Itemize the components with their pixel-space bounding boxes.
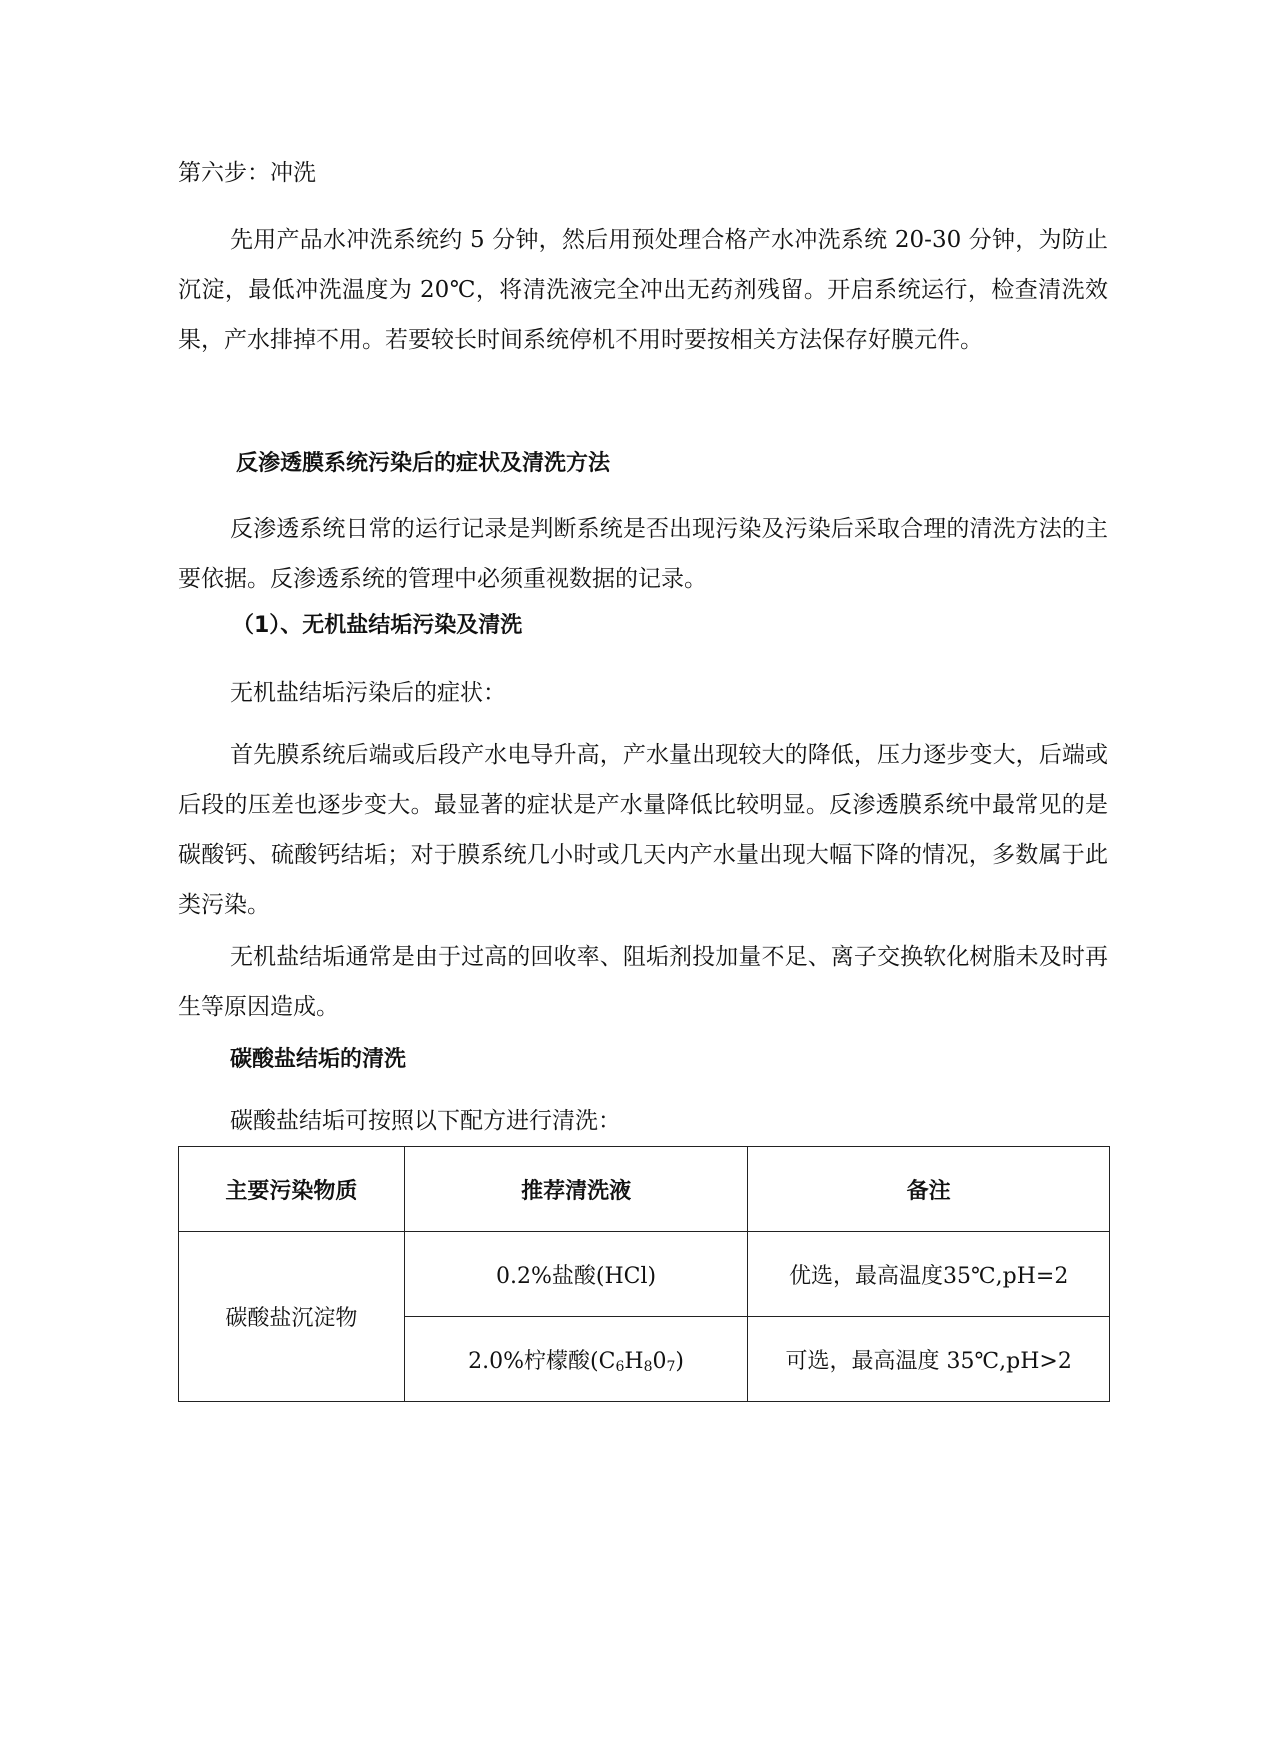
section-heading: 反渗透膜系统污染后的症状及清洗方法: [236, 451, 611, 476]
symptom-label: 无机盐结垢污染后的症状：: [230, 680, 506, 706]
cell-note: 优选，最高温度35℃,pH=2: [748, 1232, 1110, 1317]
paragraph-intro: 反渗透系统日常的运行记录是判断系统是否出现污染及污染后采取合理的清洗方法的主要依据。反渗透系统的管理中必须重视数据的记录。: [178, 516, 1108, 592]
header-note: 备注: [748, 1147, 1110, 1232]
paragraph-symptoms: 首先膜系统后端或后段产水电导升高，产水量出现较大的降低，压力逐步变大，后端或后段的压差也逐步变大。最显著的症状是产水量降低比较明显。反渗透膜系统中最常见的是碳酸钙、硫酸钙结垢；对于膜系统几小时或几天内产水量出现大幅下降的情况，多数属于此类污染。: [178, 742, 1108, 918]
step-title: 第六步：冲洗: [178, 160, 316, 186]
subsection-heading: （1）、无机盐结垢污染及清洗: [232, 613, 523, 638]
paragraph-cause: 无机盐结垢通常是由于过高的回收率、阻垢剂投加量不足、离子交换软化树脂未及时再生等原因造成。: [178, 944, 1108, 1020]
table-row: [179, 1232, 1110, 1317]
cleaning-table: [178, 1146, 1110, 1402]
cell-solution: 2.0%柠檬酸$(C_6H_80_7)$: [404, 1317, 748, 1402]
cell-contaminant: 碳酸盐沉淀物: [179, 1232, 405, 1402]
table-header-row: [179, 1147, 1110, 1232]
carbonate-heading: 碳酸盐结垢的清洗: [230, 1047, 407, 1072]
cell-solution: 0.2%盐酸(HCl): [404, 1232, 748, 1317]
table-intro: 碳酸盐结垢可按照以下配方进行清洗：: [230, 1108, 621, 1134]
cell-note: 可选，最高温度 35℃,pH>2: [748, 1317, 1110, 1402]
paragraph-rinse: 先用产品水冲洗系统约 5 分钟，然后用预处理合格产水冲洗系统 20-30 分钟，为防止沉淀，最低冲洗温度为 20℃，将清洗液完全冲出无药剂残留。开启系统运行，检查清洗效果，产水排掉不用。若要较长时间系统停机不用时要按相关方法保存好膜元件。: [178, 227, 1108, 353]
header-solution: 推荐清洗液: [404, 1147, 748, 1232]
header-contaminant: 主要污染物质: [179, 1147, 405, 1232]
